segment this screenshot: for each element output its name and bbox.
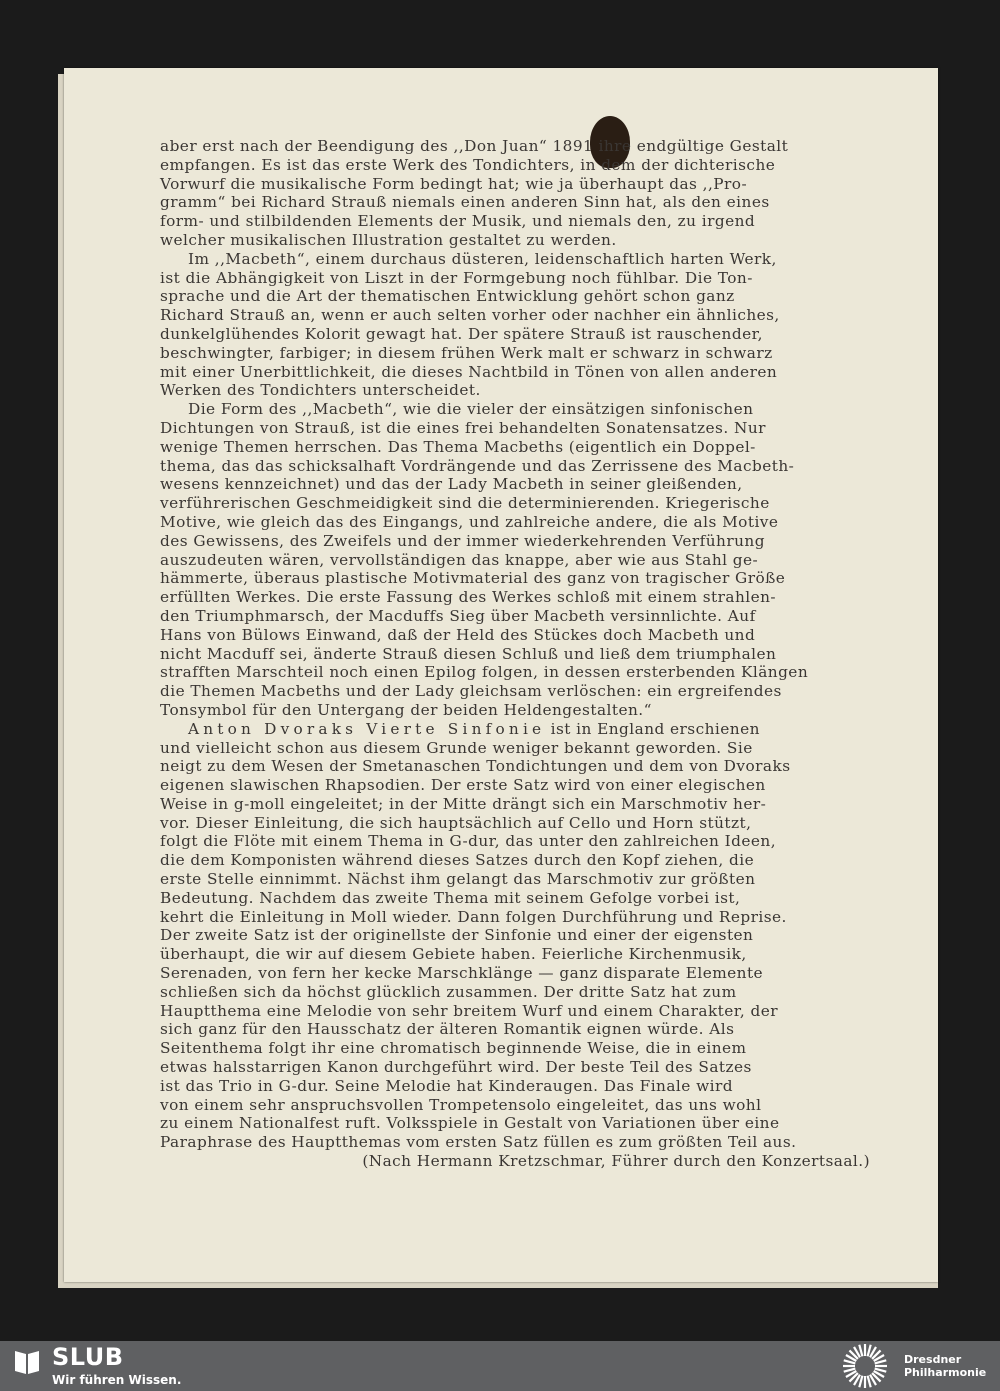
logo-ray bbox=[859, 1376, 862, 1388]
text-line: Im ,,Macbeth“, einem durchaus düsteren, leidenschaftlich harten Werk, bbox=[188, 249, 777, 268]
text-line: erfüllten Werkes. Die erste Fassung des Werkes schloß mit einem strahlen- bbox=[160, 588, 777, 607]
text-line: empfangen. Es ist das erste Werk des Tondichters, in dem der dichterische bbox=[160, 155, 776, 174]
text-line: beschwingter, farbiger; in diesem frühen Werk malt er schwarz in schwarz bbox=[160, 343, 773, 362]
text-line: Die Form des ,,Macbeth“, wie die vieler der einsätzigen sinfonischen bbox=[188, 400, 754, 419]
paragraph: Anton Dvoraks Vierte Sinfonie ist in England erschienen und vielleicht schon aus diesem Grunde weniger bekannt geworden. Sie neigt zu dem Wesen der Smetanaschen Tondichtungen und dem von Dvoraks eigenen slawischen Rhapsodien. Der erste Satz wird von einer elegischen Weise in g-moll eingeleitet; in der Mitte drängt sich ein Marschmotiv her- vor. Dieser Einleitung, die sich hauptsächlich auf Cello und Horn stützt, folgt die Flöte mit einem Thema in G-dur, das unter den zahlreichen Ideen, die dem Komponisten während dieses Satzes durch den Kopf ziehen, die erste Stelle einnimmt. Nächst ihm gelangt das Marschmotiv zur größten Bedeutung. Nachdem das zweite Thema mit seinem Gefolge vorbei ist, kehrt die Einleitung in Moll wieder. Dann folgen Durchführung und Reprise. Der zweite Satz ist der originellste der Sinfonie und einer der eigensten überhaupt, die wir auf diesem Gebiete haben. Feierliche Kirchenmusik, Serenaden, von fern her kecke Marschklänge — ganz disparate Elemente schließen sich da höchst glücklich zusammen. Der dritte Satz hat zum Hauptthema eine Melodie von sehr breitem Wurf und einem Charakter, der sich ganz für den Hausschatz der älteren Romantik eignen würde. Als Seitenthema folgt ihr eine chromatisch beginnende Weise, die in einem etwas halsstarrigen Kanon durchgeführt wird. Der beste Teil des Satzes ist das Trio in G-dur. Seine Melodie hat Kinderaugen. Das Finale wird von einem sehr anspruchsvollen Trompetensolo eingeleitet, das uns wohl zu einem Nationalfest ruft. Volksspiele in Gestalt von Variationen über eine Paraphrase des Hauptthemas vom ersten Satz füllen es zum größten Teil aus. bbox=[160, 719, 797, 1152]
text-line: die dem Komponisten während dieses Satzes durch den Kopf ziehen, die bbox=[160, 851, 755, 870]
text-line: Werken des Tondichters unterscheidet. bbox=[160, 381, 481, 400]
text-line: Dichtungen von Strauß, ist die eines frei behandelten Sonatensatzes. Nur bbox=[160, 418, 766, 437]
text-line: welcher musikalischen Illustration gestaltet zu werden. bbox=[160, 230, 617, 249]
slub-tagline: Wir führen Wissen. bbox=[52, 1373, 182, 1387]
text-line: Tonsymbol für den Untergang der beiden Heldengestalten.“ bbox=[160, 700, 652, 719]
text-line: neigt zu dem Wesen der Smetanaschen Tondichtungen und dem von Dvoraks bbox=[160, 757, 791, 776]
text-line: Der zweite Satz ist der originellste der Sinfonie und einer der eigensten bbox=[160, 926, 754, 945]
text-line: sprache und die Art der thematischen Entwicklung gehört schon ganz bbox=[160, 287, 735, 306]
text-line: überhaupt, die wir auf diesem Gebiete haben. Feierliche Kirchenmusik, bbox=[160, 945, 747, 964]
logo-ray bbox=[875, 1369, 887, 1372]
text-line: Hans von Bülows Einwand, daß der Held des Stückes doch Macbeth und bbox=[160, 625, 756, 644]
philharmonie-brand-line2: Philharmonie bbox=[904, 1366, 987, 1379]
text-line: strafften Marschteil noch einen Epilog folgen, in dessen ersterbenden Klängen bbox=[160, 663, 809, 682]
logo-ray bbox=[844, 1360, 856, 1363]
text-line: nicht Macduff sei, änderte Strauß diesen Schluß und ließ dem triumphalen bbox=[160, 644, 777, 663]
slub-logo-icon bbox=[12, 1347, 42, 1377]
philharmonie-brand-line1: Dresdner bbox=[904, 1353, 962, 1366]
text-line: den Triumphmarsch, der Macduffs Sieg über Macbeth versinnlichte. Auf bbox=[160, 606, 756, 625]
logo-ray bbox=[868, 1376, 871, 1388]
text-line: auszudeuten wären, vervollständigen das knappe, aber wie aus Stahl ge- bbox=[160, 550, 759, 569]
footer-bar bbox=[0, 1341, 1000, 1391]
text-line: Motive, wie gleich das des Eingangs, und zahlreiche andere, die als Motive bbox=[160, 512, 779, 531]
text-line: dunkelglühendes Kolorit gewagt hat. Der spätere Strauß ist rauschender, bbox=[160, 324, 763, 343]
text-line: wesens kennzeichnet) und das der Lady Macbeth in seiner gleißenden, bbox=[160, 475, 743, 494]
text-line: von einem sehr anspruchsvollen Trompetensolo eingeleitet, das uns wohl bbox=[160, 1095, 762, 1114]
text-line: ist die Abhängigkeit von Liszt in der Formgebung noch fühlbar. Die Ton- bbox=[160, 268, 753, 287]
logo-ray bbox=[875, 1360, 887, 1363]
slub-brand[interactable]: SLUB bbox=[52, 1343, 124, 1371]
text-line: vor. Dieser Einleitung, die sich hauptsächlich auf Cello und Horn stützt, bbox=[160, 813, 752, 832]
text-line: form- und stilbildenden Elements der Musik, und niemals den, zu irgend bbox=[160, 212, 756, 231]
text-line: sich ganz für den Hausschatz der älteren Romantik eignen würde. Als bbox=[160, 1020, 735, 1039]
text-line: Richard Strauß an, wenn er auch selten vorher oder nachher ein ähnliches, bbox=[160, 306, 780, 325]
text-line: kehrt die Einleitung in Moll wieder. Dann folgen Durchführung und Reprise. bbox=[160, 907, 787, 926]
text-line: zu einem Nationalfest ruft. Volksspiele in Gestalt von Variationen über eine bbox=[160, 1114, 780, 1133]
source-note: (Nach Hermann Kretzschmar, Führer durch den Konzertsaal.) bbox=[362, 1152, 870, 1171]
text-line: aber erst nach der Beendigung des ,,Don Juan“ 1891 ihre endgültige Gestalt bbox=[160, 137, 789, 155]
text-line: Paraphrase des Hauptthemas vom ersten Satz füllen es zum größten Teil aus. bbox=[160, 1133, 797, 1152]
text-line: ist das Trio in G-dur. Seine Melodie hat Kinderaugen. Das Finale wird bbox=[160, 1076, 733, 1095]
text-line: schließen sich da höchst glücklich zusammen. Der dritte Satz hat zum bbox=[160, 982, 737, 1001]
logo-ray bbox=[868, 1345, 871, 1357]
philharmonie-logo-icon bbox=[840, 1342, 890, 1390]
text-line: verführerischen Geschmeidigkeit sind die determinierenden. Kriegerische bbox=[160, 494, 770, 513]
logo-ray bbox=[859, 1345, 862, 1357]
text-line: mit einer Unerbittlichkeit, die dieses Nachtbild in Tönen von allen anderen bbox=[160, 362, 778, 381]
text-line: und vielleicht schon aus diesem Grunde weniger bekannt geworden. Sie bbox=[160, 738, 753, 757]
text-line: gramm“ bei Richard Strauß niemals einen anderen Sinn hat, als den eines bbox=[160, 193, 770, 212]
spaced-heading-text: Anton Dvoraks Vierte Sinfonie bbox=[188, 719, 546, 738]
paragraph bbox=[160, 400, 870, 720]
paragraph bbox=[160, 250, 870, 400]
text-line: thema, das das schicksalhaft Vordrängende und das Zerrissene des Macbeth- bbox=[160, 456, 795, 475]
text-line: Bedeutung. Nachdem das zweite Thema mit seinem Gefolge vorbei ist, bbox=[160, 888, 741, 907]
text-line: folgt die Flöte mit einem Thema in G-dur, das unter den zahlreichen Ideen, bbox=[160, 832, 777, 851]
text-line: des Gewissens, des Zweifels und der immer wiederkehrenden Verführung bbox=[160, 531, 765, 550]
text-line: wenige Themen herrschen. Das Thema Macbeths (eigentlich ein Doppel- bbox=[160, 437, 756, 456]
text-line: Serenaden, von fern her kecke Marschklänge — ganz disparate Elemente bbox=[160, 964, 764, 983]
document-text bbox=[160, 137, 870, 1171]
text-line: Hauptthema eine Melodie von sehr breitem Wurf und einem Charakter, der bbox=[160, 1001, 778, 1020]
text-line: erste Stelle einnimmt. Nächst ihm gelangt das Marschmotiv zur größten bbox=[160, 870, 756, 889]
text-line: die Themen Macbeths und der Lady gleichsam verlöschen: ein ergreifendes bbox=[160, 682, 782, 701]
text-line: etwas halsstarrigen Kanon durchgeführt wird. Der beste Teil des Satzes bbox=[160, 1058, 752, 1077]
text-line: Vorwurf die musikalische Form bedingt hat; wie ja überhaupt das ,,Pro- bbox=[160, 174, 748, 193]
text-line: hämmerte, überaus plastische Motivmaterial des ganz von tragischer Größe bbox=[160, 569, 786, 588]
logo-ray bbox=[844, 1369, 856, 1372]
text-line: Seitenthema folgt ihr eine chromatisch beginnende Weise, die in einem bbox=[160, 1039, 747, 1058]
philharmonie-brand[interactable] bbox=[904, 1353, 986, 1379]
text-line: eigenen slawischen Rhapsodien. Der erste Satz wird von einer elegischen bbox=[160, 776, 766, 795]
text-line: Weise in g-moll eingeleitet; in der Mitte drängt sich ein Marschmotiv her- bbox=[160, 794, 767, 813]
paragraph bbox=[160, 137, 870, 250]
